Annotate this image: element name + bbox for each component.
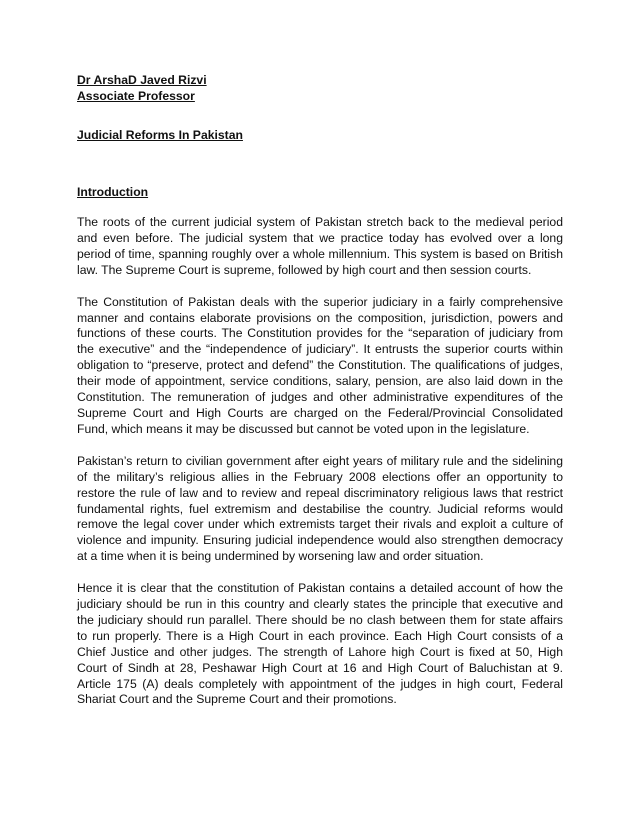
document-title: Judicial Reforms In Pakistan <box>77 128 243 142</box>
author-title: Associate Professor <box>77 89 195 103</box>
paragraph-4: Hence it is clear that the constitution of Pakistan contains a detailed account of how the judiciary should be run in this country and clearly states the principle that executive and the judiciary should run parallel. There should be no clash between them for state affairs to run properly. There is a High Court in each province. Each High Court consists of a Chief Justice and other judges. The strength of Lahore high Court is fixed at 50, High Court of Sindh at 28, Peshawar High Court at 16 and High Court of Baluchistan at 9. Article 175 (A) deals completely with appointment of the judges in high court, Federal Shariat Court and the Supreme Court and their promotions. <box>77 581 563 707</box>
paragraph-3: Pakistan’s return to civilian government after eight years of military rule and the sidelining of the military’s religious allies in the February 2008 elections offer an opportunity to restore the rule of law and to review and repeal discriminatory religious laws that restrict fundamental rights, fuel extremism and destabilise the country. Judicial reforms would remove the legal cover under which extremists target their rivals and exploit a culture of violence and impunity. Ensuring judicial independence would also strengthen democracy at a time when it is being undermined by worsening law and order situation. <box>77 453 563 564</box>
paragraph-2: The Constitution of Pakistan deals with the superior judiciary in a fairly comprehensive manner and contains elaborate provisions on the composition, jurisdiction, powers and functions of these courts. The Constitution provides for the “separation of judiciary from the executive” and the “independence of judiciary”. It entrusts the superior courts within obligation to “preserve, protect and defend” the Constitution. The qualifications of judges, their mode of appointment, service conditions, salary, pension, are also laid down in the Constitution. The remuneration of judges and other administrative expenditures of the Supreme Court and High Courts are charged on the Federal/Provincial Consolidated Fund, which means it may be discussed but cannot be voted upon in the legislature. <box>77 294 563 436</box>
document-page <box>77 72 563 708</box>
paragraph-1: The roots of the current judicial system of Pakistan stretch back to the medieval period and even before. The judicial system that we practice today has evolved over a long period of time, spanning roughly over a whole millennium. This system is based on British law. The Supreme Court is supreme, followed by high court and then session courts. <box>77 215 563 277</box>
author-name: Dr ArshaD Javed Rizvi <box>77 73 207 87</box>
section-heading: Introduction <box>77 185 149 199</box>
